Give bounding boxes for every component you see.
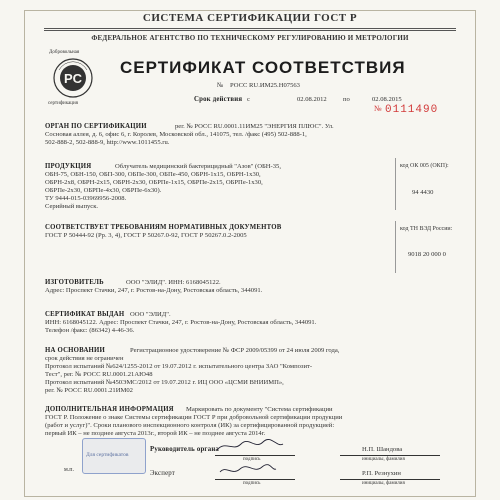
tnved-box-rule	[395, 221, 396, 273]
expert-sign-caption: подпись	[243, 481, 261, 486]
additional-line: ГОСТ Р. Положение о знаке Системы сертификации ГОСТ Р при добровольной сертификации продукции	[45, 414, 343, 421]
validity-label: Срок действия	[194, 96, 243, 103]
organ-line: Сосновая аллея, д. 6, офис 6, г. Королев, Московской обл., 141075, тел. /факс (495) 502-888-1,	[45, 131, 307, 138]
okp-code: 94 4430	[412, 189, 434, 196]
issued-line: Телефон /факс: (86342) 4-46-36.	[45, 327, 135, 334]
tnved-label: код ТН ВЭД России:	[400, 226, 453, 232]
additional-line: (работ и услуг)". Сроки планового инспекционного контроля (ИК) за сертифицированной продукцией:	[45, 422, 335, 429]
gost-r-logo-icon	[51, 56, 95, 106]
basis-line: Протокол испытаний №624/1255-2012 от 19.07.2012 г. испытательного центра ЗАО "Композит-	[45, 363, 313, 370]
certificate-number-prefix: №	[217, 82, 224, 89]
basis-line: Регистрационное удостоверение № ФСР 2009/05399 от 24 июля 2009 года,	[130, 347, 340, 354]
expert-name-line	[340, 479, 440, 480]
tnved-code: 9018 20 000 0	[408, 251, 446, 258]
certificate-number: РОСС RU.ИМ25.Н07563	[230, 82, 300, 89]
agency-header: ФЕДЕРАЛЬНОЕ АГЕНТСТВО ПО ТЕХНИЧЕСКОМУ РЕГУЛИРОВАНИЮ И МЕТРОЛОГИИ	[91, 34, 409, 42]
organ-line: рег. № РОСС RU.0001.11ИМ25 "ЭНЕРГИЯ ПЛЮС". Ул.	[175, 123, 334, 130]
header-rule	[44, 28, 456, 29]
logo-arc-text: Добровольная	[49, 50, 80, 55]
basis-line: рег. № РОСС RU.0001.21ИМ02	[45, 387, 133, 394]
product-line: ОБН-75, ОБН-150, ОБП-300, ОБПе-300, ОБПе-450, ОБРН-1х15, ОБРН-1х30,	[45, 171, 261, 178]
product-line: ОБРН-2х8, ОБРН-2х15, ОБРН-2х30, ОБРПе-1х15, ОБРПе-2х15, ОБРПе-1х30,	[45, 179, 263, 186]
svg-text:PC: PC	[63, 71, 83, 86]
manufacturer-label: ИЗГОТОВИТЕЛЬ	[45, 279, 104, 286]
issued-line: ООО "ЭЛИД".	[130, 311, 171, 318]
basis-line: срок действия не ограничен	[45, 355, 124, 362]
validity-to-word: по	[343, 96, 350, 103]
product-line: Серийный выпуск.	[45, 203, 99, 210]
serial-number: 0111490	[385, 104, 439, 116]
serial-prefix: №	[374, 104, 382, 113]
stamp-text: Для сертификатов	[86, 452, 129, 458]
product-label: ПРОДУКЦИЯ	[45, 163, 92, 170]
compliance-label: СООТВЕТСТВУЕТ ТРЕБОВАНИЯМ НОРМАТИВНЫХ ДОКУМЕНТОВ	[45, 224, 282, 231]
issued-label: СЕРТИФИКАТ ВЫДАН	[45, 311, 125, 318]
system-header: СИСТЕМА СЕРТИФИКАЦИИ ГОСТ Р	[142, 12, 358, 24]
organ-line: 502-888-2, 502-888-9, http://www.1011455.ru.	[45, 139, 170, 146]
head-name: Н.П. Шандова	[362, 446, 403, 453]
stamp-mp: м.п.	[64, 467, 75, 473]
validity-from-date: 02.08.2012	[297, 96, 327, 103]
expert-initials-caption: инициалы, фамилия	[362, 481, 405, 486]
additional-line: первый ИК – не позднее августа 2013г., второй ИК – не позднее августа 2014г.	[45, 430, 266, 437]
expert-label: Эксперт	[150, 470, 175, 477]
head-signature-icon	[215, 438, 285, 454]
issued-line: ИНН: 6168045122. Адрес: Проспект Стачки, 247, г. Ростов-на-Дону, Ростовская область, 344091.	[45, 319, 317, 326]
product-line: ОБРПе-2х30, ОБРПе-4х30, ОБРПе-6х30).	[45, 187, 162, 194]
certificate-title: СЕРТИФИКАТ СООТВЕТСТВИЯ	[120, 58, 406, 77]
head-sign-line	[215, 455, 295, 456]
validity-from-word: с	[247, 96, 250, 103]
expert-name: Р.П. Резнухин	[362, 470, 401, 477]
manufacturer-line: Адрес: Проспект Стачки, 247, г. Ростов-на-Дону, Ростовская область, 344091.	[45, 287, 263, 294]
basis-line: Тест", рег. № РОСС RU.0001.21АЮ48	[45, 371, 153, 378]
expert-signature-icon	[218, 462, 278, 478]
product-line: ТУ 9444-015-03969956-2008.	[45, 195, 127, 202]
head-sign-caption: подпись	[243, 457, 261, 462]
additional-label: ДОПОЛНИТЕЛЬНАЯ ИНФОРМАЦИЯ	[45, 406, 174, 413]
product-line: Облучатель медицинский бактерицидный "Азов" (ОБН-35,	[115, 163, 281, 170]
okp-label: код ОК 005 (ОКП):	[400, 163, 449, 169]
head-name-line	[340, 455, 440, 456]
head-label: Руководитель органа	[150, 446, 220, 453]
organ-label: ОРГАН ПО СЕРТИФИКАЦИИ	[45, 123, 147, 130]
okp-box-rule	[395, 158, 396, 210]
validity-to-date: 02.08.2015	[372, 96, 402, 103]
header-rule-2	[44, 30, 456, 31]
head-initials-caption: инициалы, фамилия	[362, 457, 405, 462]
basis-label: НА ОСНОВАНИИ	[45, 347, 106, 354]
additional-line: Маркировать по документу "Система сертификации	[186, 406, 333, 413]
expert-sign-line	[215, 479, 295, 480]
compliance-text: ГОСТ Р 50444-92 (Рр. 3, 4), ГОСТ Р 50267.0-92, ГОСТ Р 50267.0.2-2005	[45, 232, 247, 239]
manufacturer-line: ООО "ЭЛИД". ИНН: 6168045122.	[126, 279, 221, 286]
logo-word: сертификация	[48, 101, 78, 106]
basis-line: Протокол испытаний №450ЭМС/2012 от 19.07.2012 г. ИЦ ООО «ЦСМИ ВНИИМП»,	[45, 379, 284, 386]
